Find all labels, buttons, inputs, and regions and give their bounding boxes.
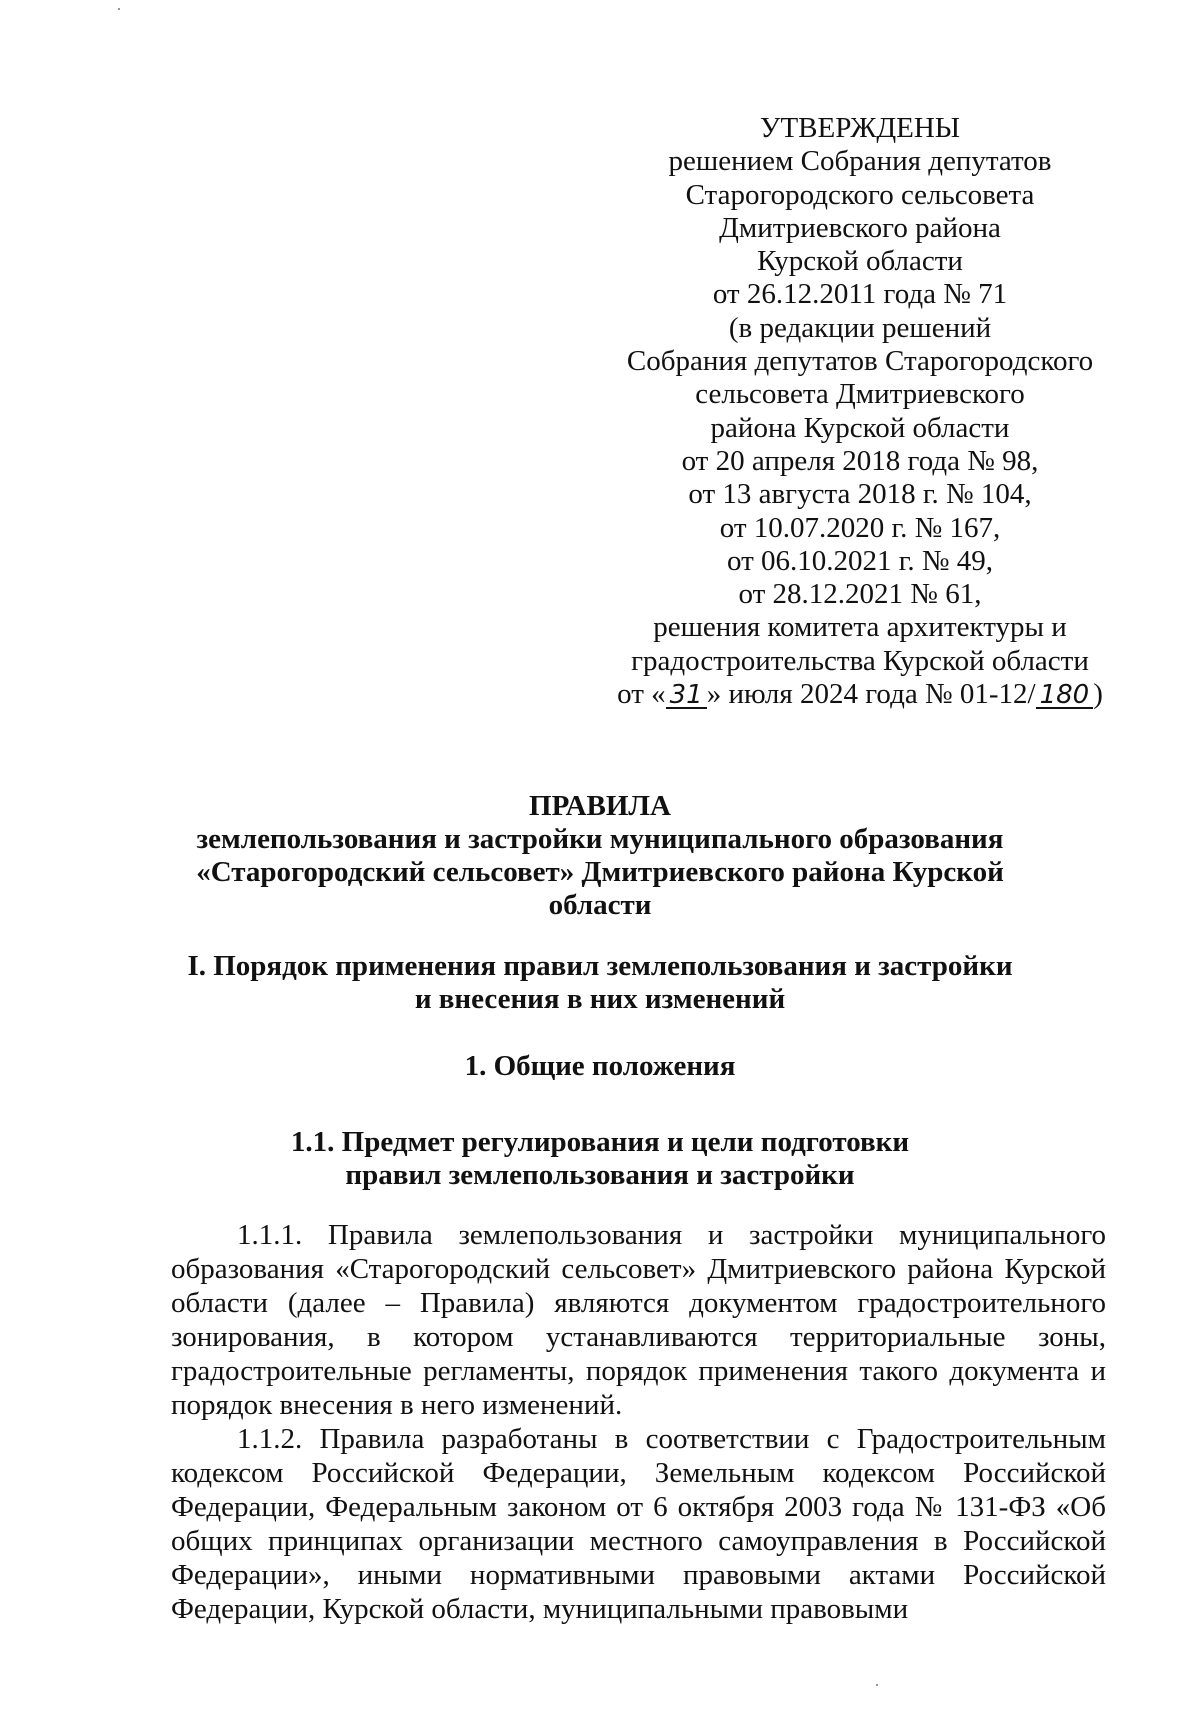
underline [1036,707,1094,709]
chapter-heading-text: 1. Общие положения [464,1050,736,1082]
handwritten-day [666,679,707,712]
section-heading [150,950,1050,1016]
paragraph: 1.1.1. Правила землепользования и застройки муниципального образования «Старогородский сельсовет» Дмитриевского района Курской области (далее – Правила) являются документом градостроительного зонирования, в котором устанавливаются территориальные зоны, градостроительные регламенты, порядок применения такого документа и порядок внесения в него изменений. [171,1219,1106,1421]
approval-line: Дмитриевского района [719,211,1001,244]
paragraph: 1.1.2. Правила разработаны в соответствии с Градостроительным кодексом Российской Федерации, Земельным кодексом Российской Федерации, Федеральным законом от 6 октября 2003 года № 131-ФЗ «Об общих принципах организации местного самоуправления в Российской Федерации», иными нормативными правовыми актами Российской Федерации, Курской области, муниципальными правовыми [171,1423,1106,1625]
approval-line: от 20 апреля 2018 года № 98, [681,444,1039,477]
chapter-heading [150,1050,1050,1083]
approval-date-middle: » июля 2024 года № 01-12/ [706,678,1036,711]
approval-line: (в редакции решений [728,311,992,344]
approval-line: сельсовета Дмитриевского [695,378,1025,411]
approval-line: от 26.12.2011 года № 71 [712,278,1008,311]
approval-line: градостроительства Курской области [631,644,1089,677]
section-heading-line-1: I. Порядок применения правил землепользования и застройки [187,950,1013,982]
approval-line: решения комитета архитектуры и [653,611,1067,644]
document-title [150,790,1050,922]
title-main: ПРАВИЛА [529,790,671,822]
subsection-heading-line-1: 1.1. Предмет регулирования и цели подготовки [290,1126,910,1158]
title-line-1: землепользования и застройки муниципального образования [196,823,1004,855]
section-heading-line-2: и внесения в них изменений [414,983,786,1015]
approval-line: решением Собрания депутатов [668,145,1052,178]
scan-speck [876,1684,878,1686]
subsection-heading [150,1126,1050,1192]
approval-date-prefix: от « [617,678,666,711]
body-text [171,1218,1106,1626]
approval-line: Собрания депутатов Старогородского [626,345,1094,378]
approval-line: от 06.10.2021 г. № 49, [726,544,994,577]
subsection-heading-line-2: правил землепользования и застройки [345,1159,855,1191]
approval-line: Курской области [757,245,963,278]
handwritten-number-text: 180 [1039,680,1090,711]
approval-line: от 28.12.2021 № 61, [738,578,982,611]
scan-speck [118,8,120,10]
underline [666,707,707,709]
handwritten-number [1036,679,1094,712]
handwritten-day-text: 31 [669,680,703,711]
approval-date-line [600,678,1120,712]
approval-stamp-block [600,112,1120,712]
approval-line: УТВЕРЖДЕНЫ [759,112,961,144]
approval-line: от 10.07.2020 г. № 167, [719,511,1001,544]
approval-line: района Курской области [710,411,1010,444]
approval-line: Старогородского сельсовета [685,178,1035,211]
approval-date-suffix: ) [1093,678,1103,711]
approval-line: от 13 августа 2018 г. № 104, [688,478,1032,511]
title-line-2: «Старогородский сельсовет» Дмитриевского района Курской области [196,856,1004,921]
